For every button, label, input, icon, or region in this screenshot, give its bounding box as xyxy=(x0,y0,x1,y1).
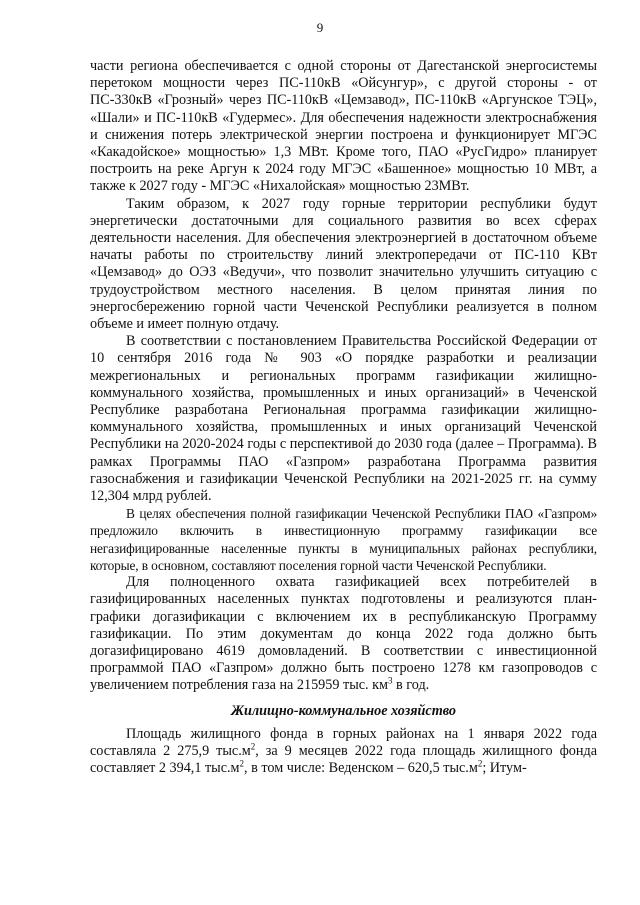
paragraph-energy-sufficiency: Таким образом, к 2027 году горные территории республики будут энергетически достаточными для социального развития во всех сферах деятельности населения. Для обеспечения электроэнергией в достаточном объеме начаты работы по строительству линий электропередачи от ПС-110 КВт «Цемзавод» до ОЭЗ «Ведучи», что позволит значительно улучшить ситуацию с трудоустройством местного населения. В целом принятая линия по энергосбережению горной части Чеченской Республики реализуется в полном объеме и имеет полную отдачу. xyxy=(90,195,597,333)
superscript-cubic: 3 xyxy=(388,675,393,686)
housing-text-c: , в том числе: Веденском – 620,5 тыс.м xyxy=(244,760,478,777)
paragraph-gasification-schedules xyxy=(90,574,597,694)
housing-text-d: ; Итум- xyxy=(482,760,527,777)
paragraph-gasification-program: В соответствии с постановлением Правительства Российской Федерации от 10 сентября 2016 года № 903 «О порядке разработки и реализации межрегиональных и региональных программ газификации жилищно-коммунального хозяйства, промышленных и иных организаций» в Чеченской Республике разработана Региональная программа газификации жилищно-коммунального хозяйства, промышленных и иных организаций Чеченской Республики на 2020-2024 годы с перспективой до 2030 года (далее – Программа). В рамках Программы ПАО «Газпром» разработана Программа развития газоснабжения и газификации Чеченской Республики на 2021-2025 гг. на сумму 12,304 млрд рублей. xyxy=(90,333,597,505)
document-body xyxy=(90,58,597,777)
paragraph-power-supply: части региона обеспечивается с одной стороны от Дагестанской энергосистемы перетоком мощности через ПС-110кВ «Ойсунгур», с другой стороны - от ПС-330кВ «Грозный» через ПС-110кВ «Цемзавод», ПС-110кВ «Аргунское ТЭЦ», «Шали» и ПС-110кВ «Гудермес». Для обеспечения надежности электроснабжения и снижения потерь электрической энергии построена и функционирует МГЭС «Какадойское» мощностью» 1,3 МВт. Кроме того, ПАО «РусГидро» планирует построить на реке Аргун к 2024 году МГЭС «Башенное» мощностью 10 МВт, а также к 2027 году - МГЭС «Нихалойская» мощностью 23МВт. xyxy=(90,58,597,195)
gasification-text-end: в год. xyxy=(392,677,430,694)
paragraph-gazprom-investment: В целях обеспечения полной газификации Чеченской Республики ПАО «Газпром» предложило включить в инвестиционную программу газификации все негазифицированные населенные пункты в муниципальных районах республики, которые, в основном, составляют поселения горной части Чеченской Республики. xyxy=(90,506,597,573)
page-number: 9 xyxy=(316,20,324,35)
superscript-square-3: 2 xyxy=(477,758,483,769)
paragraph-housing-stock xyxy=(90,726,597,778)
housing-text-b: , за 9 месяцев 2022 года площадь жилищного фонда составляет 2 394,1 тыс.м xyxy=(90,742,597,777)
section-heading-housing: Жилищно-коммунальное хозяйство xyxy=(230,702,457,719)
gasification-text: Для полноценного охвата газификацией всех потребителей в газифицированных населенных пунктах подготовлены и реализуются план-графики догазификации с включением их в республиканскую Программу газификации. По этим документам до конца 2022 года должно быть догазифицировано 4619 домовладений. В соответствии с инвестиционной программой ПАО «Газпром» должно быть построено 1278 км газопроводов с увеличением потребления газа на 215959 тыс. км xyxy=(90,574,597,694)
housing-text-a: Площадь жилищного фонда в горных районах на 1 января 2022 года составляла 2 275,9 тыс.м xyxy=(90,725,597,759)
superscript-square-2: 2 xyxy=(239,758,245,769)
superscript-square-1: 2 xyxy=(250,741,256,752)
